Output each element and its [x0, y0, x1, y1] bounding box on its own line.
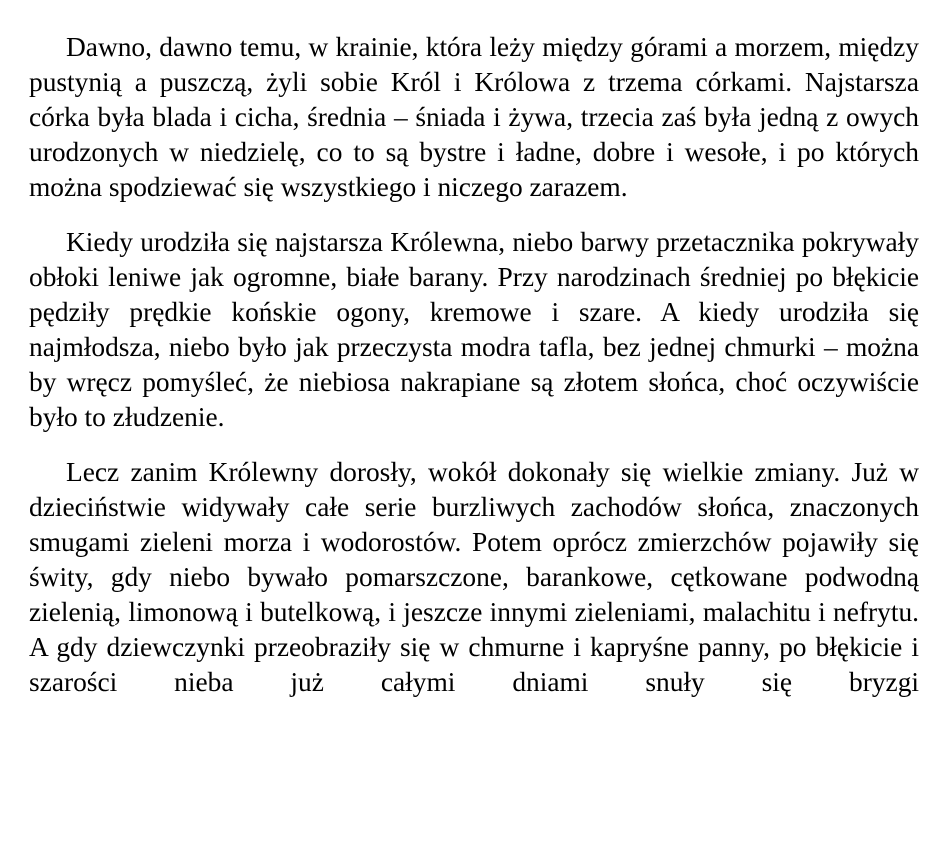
paragraph-1: Dawno, dawno temu, w krainie, która leży między górami a morzem, między pustynią a puszczą, żyli sobie Król i Królowa z trzema córkami. Najstarsza córka była blada i cicha, średnia – śniada i żywa, trzecia zaś była jedną z owych urodzonych w niedzielę, co to są bystre i ładne, dobre i wesołe, i po których można spodziewać się wszystkiego i niczego zarazem.: [29, 32, 919, 202]
paragraph-3: Lecz zanim Królewny dorosły, wokół dokonały się wielkie zmiany. Już w dzieciństwie widywały całe serie burzliwych zachodów słońca, znaczonych smugami zieleni morza i wodorostów. Potem oprócz zmierzchów pojawiły się świty, gdy niebo bywało pomarszczone, barankowe, cętkowane podwodną zielenią, limonową i butelkową, i jeszcze innymi zieleniami, malachitu i nefrytu. A gdy dziewczynki przeobraziły się w chmurne i kapryśne panny, po błękicie i szarości nieba już całymi dniami snuły się bryzgi: [29, 457, 919, 697]
paragraph-2: Kiedy urodziła się najstarsza Królewna, niebo barwy przetacznika pokrywały obłoki leniwe jak ogromne, białe barany. Przy narodzinach średniej po błękicie pędziły prędkie końskie ogony, kremowe i szare. A kiedy urodziła się najmłodsza, niebo było jak przeczysta modra tafla, bez jednej chmurki – można by wręcz pomyśleć, że niebiosa nakrapiane są złotem słońca, choć oczywiście było to złudzenie.: [29, 227, 919, 432]
document-page: [29, 30, 919, 865]
